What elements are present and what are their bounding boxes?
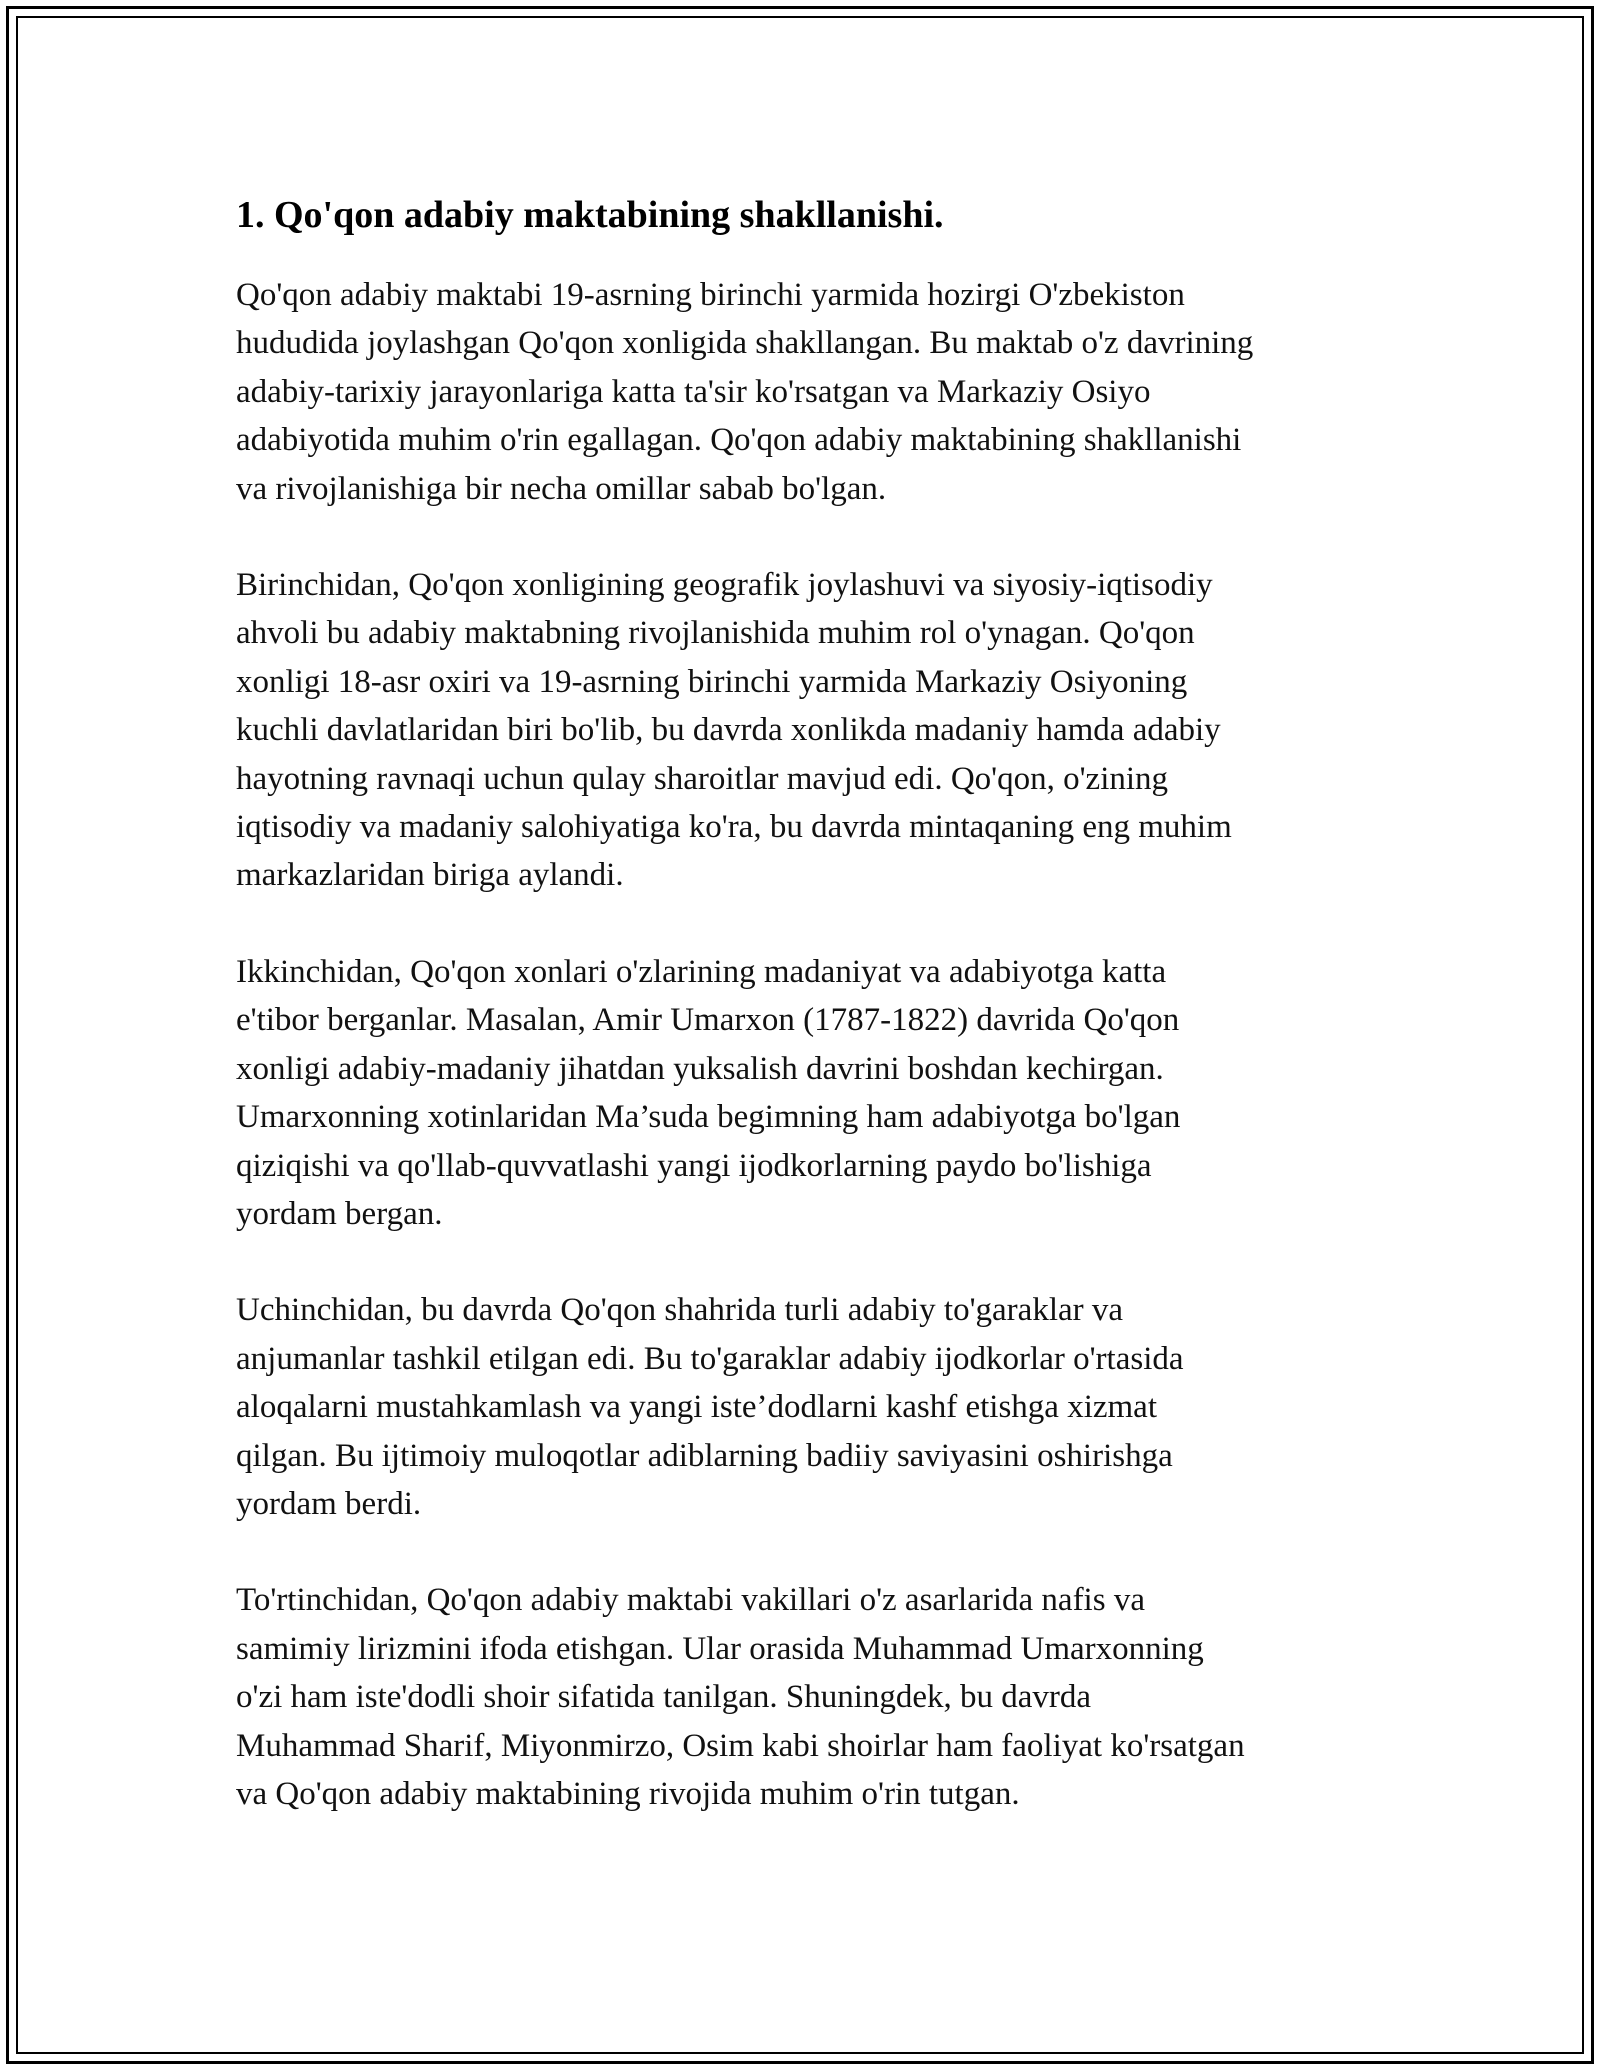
text-line: Muhammad Sharif, Miyonmirzo, Osim kabi shoirlar ham faoliyat ko'rsatgan bbox=[236, 1727, 1245, 1764]
text-line: Birinchidan, Qo'qon xonligining geografik joylashuvi va siyosiy-iqtisodiy bbox=[236, 567, 1213, 604]
paragraph-intro bbox=[236, 271, 1386, 513]
text-line: o'zi ham iste'dodli shoir sifatida tanilgan. Shuningdek, bu davrda bbox=[236, 1679, 1092, 1716]
text-line: yordam berdi. bbox=[236, 1485, 422, 1522]
text-line: adabiyotida muhim o'rin egallagan. Qo'qon adabiy maktabining shakllanishi bbox=[236, 422, 1242, 459]
text-line: Uchinchidan, bu davrda Qo'qon shahrida turli adabiy to'garaklar va bbox=[236, 1292, 1124, 1329]
paragraph-first-factor bbox=[236, 561, 1386, 900]
document-body bbox=[236, 186, 1386, 1866]
text-line: Qo'qon adabiy maktabi 19-asrning birinchi yarmida hozirgi O'zbekiston bbox=[236, 277, 1185, 313]
text-line: yordam bergan. bbox=[236, 1195, 443, 1232]
text-line: hayotning ravnaqi uchun qulay sharoitlar mavjud edi. Qo'qon, o'zining bbox=[236, 760, 1169, 797]
text-line: va rivojlanishiga bir necha omillar sabab bo'lgan. bbox=[236, 470, 887, 507]
text-line: Umarxonning xotinlaridan Ma’suda begimning ham adabiyotga bo'lgan bbox=[236, 1099, 1181, 1136]
section-heading: 1. Qo'qon adabiy maktabining shakllanishi. bbox=[236, 194, 944, 236]
text-line: qiziqishi va qo'llab-quvvatlashi yangi ijodkorlarning paydo bo'lishiga bbox=[236, 1147, 1152, 1184]
paragraph-third-factor bbox=[236, 1286, 1386, 1528]
text-line: ahvoli bu adabiy maktabning rivojlanishida muhim rol o'ynagan. Qo'qon bbox=[236, 615, 1195, 652]
text-line: markazlaridan biriga aylandi. bbox=[236, 857, 624, 894]
text-line: samimiy lirizmini ifoda etishgan. Ular orasida Muhammad Umarxonning bbox=[236, 1630, 1204, 1667]
text-line: aloqalarni mustahkamlash va yangi iste’dodlarni kashf etishga xizmat bbox=[236, 1389, 1157, 1426]
text-line: kuchli davlatlaridan biri bo'lib, bu davrda xonlikda madaniy hamda adabiy bbox=[236, 712, 1221, 749]
paragraph-fourth-factor bbox=[236, 1576, 1386, 1818]
text-line: anjumanlar tashkil etilgan edi. Bu to'garaklar adabiy ijodkorlar o'rtasida bbox=[236, 1340, 1184, 1377]
text-line: To'rtinchidan, Qo'qon adabiy maktabi vakillari o'z asarlarida nafis va bbox=[236, 1582, 1145, 1619]
text-line: adabiy-tarixiy jarayonlariga katta ta'sir ko'rsatgan va Markaziy Osiyo bbox=[236, 373, 1151, 410]
paragraph-second-factor bbox=[236, 948, 1386, 1238]
text-line: xonligi 18-asr oxiri va 19-asrning birinchi yarmida Markaziy Osiyoning bbox=[236, 663, 1188, 700]
text-line: e'tibor berganlar. Masalan, Amir Umarxon (1787-1822) davrida Qo'qon bbox=[236, 1002, 1180, 1039]
text-line: Ikkinchidan, Qo'qon xonlari o'zlarining madaniyat va adabiyotga katta bbox=[236, 953, 1167, 990]
text-line: hududida joylashgan Qo'qon xonligida shakllangan. Bu maktab o'z davrining bbox=[236, 325, 1254, 362]
text-line: iqtisodiy va madaniy salohiyatiga ko'ra, bu davrda mintaqaning eng muhim bbox=[236, 809, 1232, 846]
text-line: xonligi adabiy-madaniy jihatdan yuksalish davrini boshdan kechirgan. bbox=[236, 1050, 1164, 1087]
text-line: va Qo'qon adabiy maktabining rivojida muhim o'rin tutgan. bbox=[236, 1775, 1020, 1812]
text-line: qilgan. Bu ijtimoiy muloqotlar adiblarning badiiy saviyasini oshirishga bbox=[236, 1437, 1173, 1474]
